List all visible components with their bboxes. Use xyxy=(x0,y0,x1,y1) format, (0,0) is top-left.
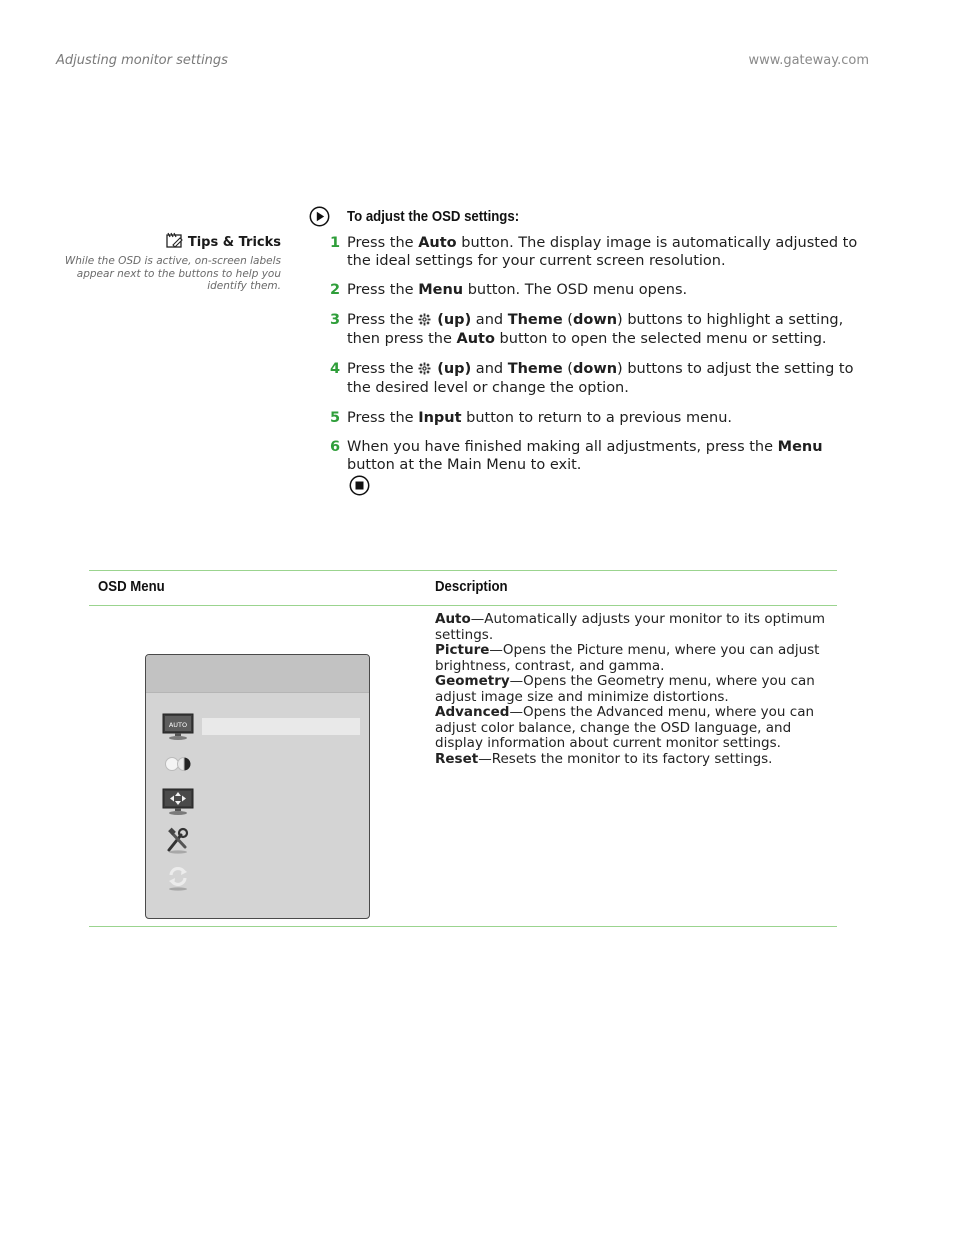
step-text: Press the (up) and Theme (down) buttons to adjust the setting to the desired level or change the option. xyxy=(347,360,854,396)
geometry-icon xyxy=(162,788,194,816)
osd-menu-screenshot xyxy=(145,654,370,919)
notepad-icon xyxy=(164,232,184,253)
column-header-description: Description xyxy=(435,578,508,595)
osd-auto-label: AUTO xyxy=(168,721,188,729)
step-number: 5 xyxy=(330,409,341,426)
picture-icon xyxy=(162,751,194,779)
procedure-step xyxy=(326,361,871,398)
step-number: 2 xyxy=(330,282,341,298)
step-text: Press the Menu button. The OSD menu opens. xyxy=(347,282,688,298)
procedure-step xyxy=(326,282,871,300)
description-entry: Reset—Resets the monitor to its factory settings. xyxy=(435,750,773,767)
procedure-title: To adjust the OSD settings: xyxy=(347,208,520,225)
procedure-step xyxy=(326,312,871,349)
description-entry: Geometry—Opens the Geometry menu, where you can adjust image size and minimize distortions. xyxy=(435,673,815,705)
procedure-step xyxy=(326,439,871,474)
tips-text: While the OSD is active, on-screen labels appear next to the buttons to help you identify them. xyxy=(64,255,281,292)
step-number: 4 xyxy=(330,360,341,377)
step-number: 6 xyxy=(330,439,341,455)
procedure-end-icon xyxy=(349,475,370,500)
procedure-start-icon xyxy=(309,206,330,231)
procedure-step xyxy=(326,410,871,428)
step-number: 1 xyxy=(330,235,341,251)
column-header-osd-menu: OSD Menu xyxy=(98,578,165,595)
tips-sidebar xyxy=(60,232,281,293)
osd-highlight-bar xyxy=(202,718,360,735)
osd-menu-description xyxy=(435,612,830,767)
step-text: Press the (up) and Theme (down) buttons to highlight a setting, then press the Auto button to open the selected menu or setting. xyxy=(347,311,844,347)
table-header-row xyxy=(89,571,837,606)
procedure-steps xyxy=(326,235,871,474)
description-entry: Auto—Automatically adjusts your monitor to its optimum settings. xyxy=(435,611,826,643)
running-header-url: www.gateway.com xyxy=(748,53,869,68)
step-text: When you have finished making all adjustments, press the Menu button at the Main Menu to exit. xyxy=(347,439,823,473)
gear-button-icon xyxy=(418,313,431,332)
gear-button-icon xyxy=(418,362,431,381)
tips-heading xyxy=(60,232,281,253)
auto-monitor-icon xyxy=(162,713,194,741)
description-entry: Advanced—Opens the Advanced menu, where you can adjust color balance, change the OSD language, and display information about current monitor settings. xyxy=(435,704,815,751)
step-number: 3 xyxy=(330,311,341,328)
osd-title-bar xyxy=(146,655,369,693)
advanced-tools-icon xyxy=(162,826,194,854)
step-text: Press the Auto button. The display image is automatically adjusted to the ideal settings for your current screen resolution. xyxy=(347,235,858,269)
step-text: Press the Input button to return to a previous menu. xyxy=(347,409,732,426)
reset-icon xyxy=(162,863,194,891)
procedure-step xyxy=(326,235,871,270)
tips-title: Tips & Tricks xyxy=(187,235,281,250)
description-entry: Picture—Opens the Picture menu, where you can adjust brightness, contrast, and gamma. xyxy=(435,642,820,674)
osd-menu-table xyxy=(89,570,837,927)
running-header-section: Adjusting monitor settings xyxy=(56,53,228,68)
